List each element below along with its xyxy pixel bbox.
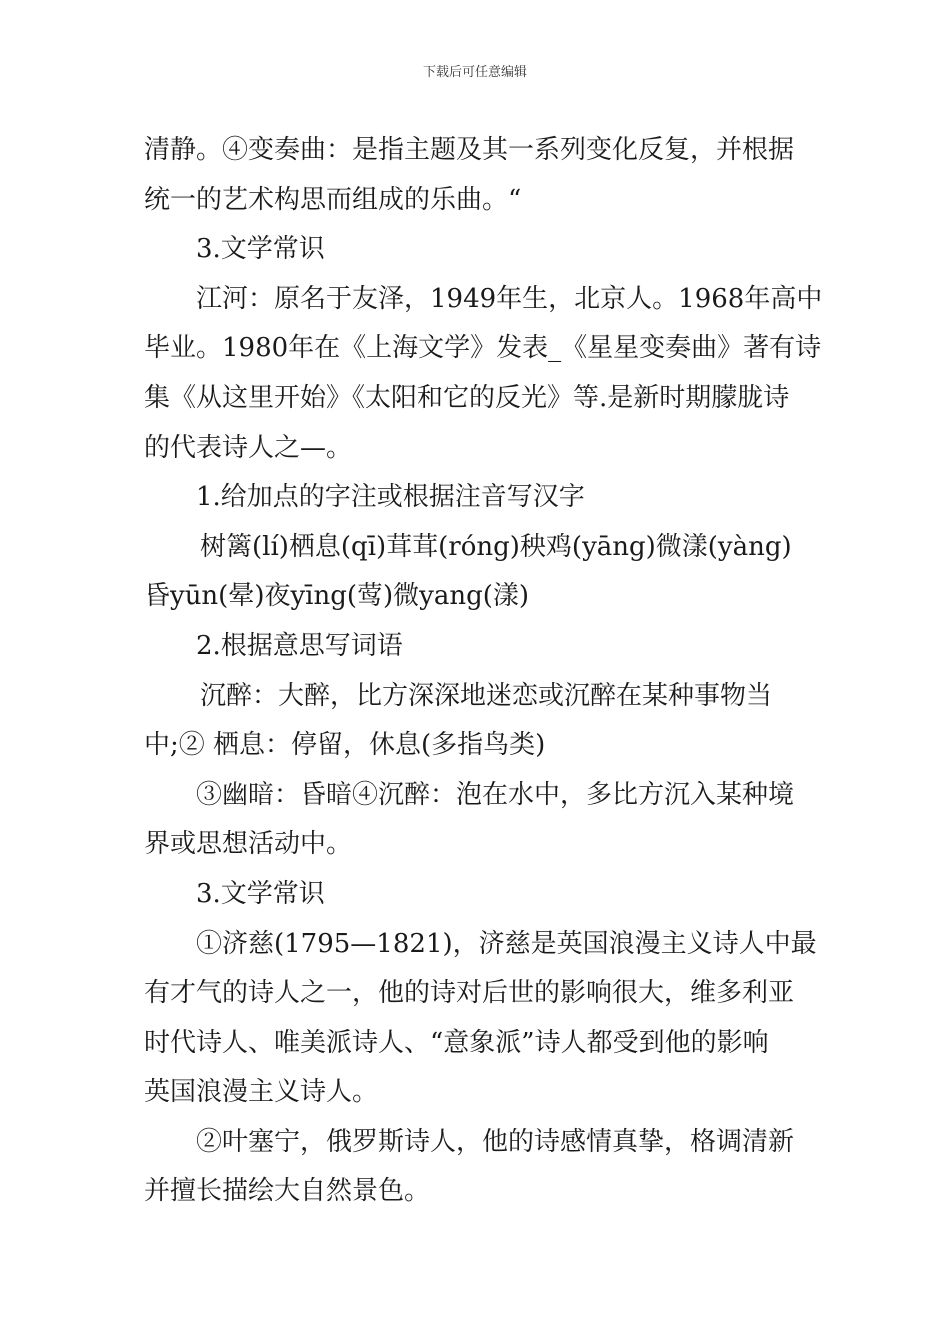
text-line: 中;② 栖息：停留，休息(多指鸟类): [144, 730, 546, 761]
document-body: [144, 126, 823, 1217]
text-line: 沉醉：大醉，比方深深地迷恋或沉醉在某种事物当: [200, 680, 773, 711]
section-heading: 3.文学常识: [196, 878, 325, 909]
text-line: 昏yūn(晕)夜yīng(莺)微yang(漾): [144, 581, 530, 612]
text-line: 毕业。1980年在《上海文学》发表_《星星变奏曲》著有诗: [144, 333, 822, 364]
page-header: 下载后可任意编辑: [422, 65, 527, 80]
text-line: 统一的艺术构思而组成的乐曲。“: [144, 184, 522, 215]
text-line: ③幽暗：昏暗④沉醉：泡在水中，多比方沉入某种境: [196, 779, 795, 810]
section-heading: 2.根据意思写词语: [196, 630, 403, 661]
text-line: 树篱(lí)栖息(qī)茸茸(róng)秧鸡(yāng)微漾(yàng): [200, 531, 792, 562]
text-line: 有才气的诗人之一，他的诗对后世的影响很大，维多利亚: [144, 978, 795, 1009]
section-heading: 1.给加点的字注或根据注音写汉字: [196, 482, 585, 513]
text-line: 时代诗人、唯美派诗人、“意象派”诗人都受到他的影响: [144, 1027, 769, 1058]
text-line: 清静。④变奏曲：是指主题及其一系列变化反复，并根据: [144, 135, 795, 165]
text-line: ①济慈(1795—1821)，济慈是英国浪漫主义诗人中最: [196, 928, 817, 959]
text-line: 并擅长描绘大自然景色。: [144, 1176, 431, 1207]
text-line: 界或思想活动中。: [144, 829, 353, 860]
section-heading: 3.文学常识: [196, 234, 325, 265]
text-line: 江河：原名于友泽，1949年生，北京人。1968年高中: [196, 283, 823, 314]
text-line: 的代表诗人之—。: [144, 432, 353, 463]
text-line: 英国浪漫主义诗人。: [144, 1077, 379, 1108]
text-line: ②叶塞宁，俄罗斯诗人，他的诗感情真挚，格调清新: [196, 1126, 795, 1157]
text-line: 集《从这里开始》《太阳和它的反光》等.是新时期朦胧诗: [144, 382, 790, 413]
